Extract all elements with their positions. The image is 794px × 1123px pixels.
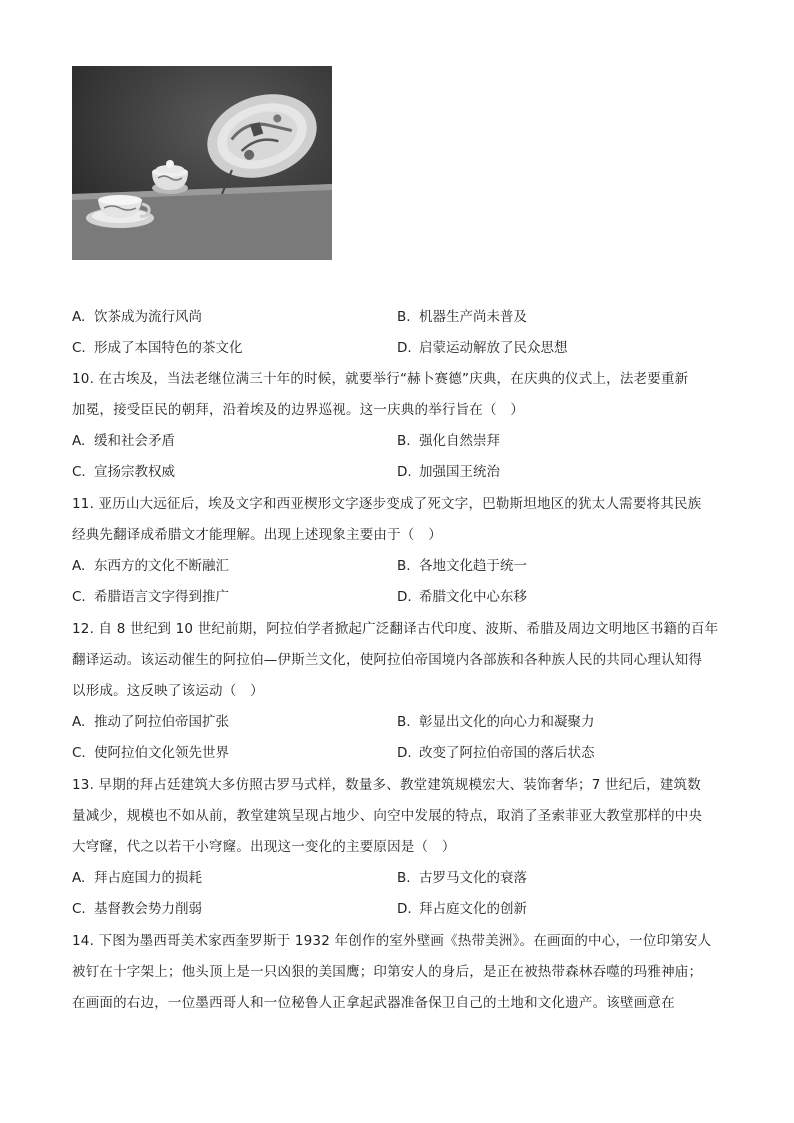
q9-option-c: C. 形成了本国特色的茶文化 xyxy=(72,340,243,356)
q9-option-b: B. 机器生产尚未普及 xyxy=(397,309,527,325)
tea-set-photo xyxy=(72,66,332,260)
tea-set-illustration xyxy=(72,66,332,260)
q12-option-c: C. 使阿拉伯文化领先世界 xyxy=(72,745,229,761)
q13-option-c: C. 基督教会势力削弱 xyxy=(72,901,202,917)
q11-option-c: C. 希腊语言文字得到推广 xyxy=(72,589,229,605)
q14-stem-line-3: 在画面的右边，一位墨西哥人和一位秘鲁人正拿起武器准备保卫自己的土地和文化遗产。该壁画意在 xyxy=(72,995,675,1011)
q10-option-d: D. 加强国王统治 xyxy=(397,464,500,480)
q13-option-d: D. 拜占庭文化的创新 xyxy=(397,901,527,917)
q11-option-b: B. 各地文化趋于统一 xyxy=(397,558,527,574)
q12-option-d: D. 改变了阿拉伯帝国的落后状态 xyxy=(397,745,595,761)
q10-option-b: B. 强化自然崇拜 xyxy=(397,433,500,449)
q13-stem-line-1: 13. 早期的拜占廷建筑大多仿照古罗马式样，数量多、教堂建筑规模宏大、装饰奢华；7 世纪后，建筑数 xyxy=(72,777,701,793)
q10-stem-line-1: 10. 在古埃及，当法老继位满三十年的时候，就要举行“赫卜赛德”庆典，在庆典的仪式上，法老要重新 xyxy=(72,371,689,387)
q11-option-d: D. 希腊文化中心东移 xyxy=(397,589,527,605)
q12-option-b: B. 彰显出文化的向心力和凝聚力 xyxy=(397,714,595,730)
q10-option-a: A. 缓和社会矛盾 xyxy=(72,433,175,449)
q11-option-a: A. 东西方的文化不断融汇 xyxy=(72,558,229,574)
q13-stem-line-2: 量减少，规模也不如从前，教堂建筑呈现占地少、向空中发展的特点，取消了圣索菲亚大教堂那样的中央 xyxy=(72,808,703,824)
q12-option-a: A. 推动了阿拉伯帝国扩张 xyxy=(72,714,229,730)
q14-stem-line-1: 14. 下图为墨西哥美术家西奎罗斯于 1932 年创作的室外壁画《热带美洲》。在画面的中心，一位印第安人 xyxy=(72,933,712,949)
q9-option-d: D. 启蒙运动解放了民众思想 xyxy=(397,340,568,356)
q11-stem-line-2: 经典先翻译成希腊文才能理解。出现上述现象主要由于（ ） xyxy=(72,527,442,543)
q9-option-a: A. 饮茶成为流行风尚 xyxy=(72,309,202,325)
q10-stem-line-2: 加冕，接受臣民的朝拜，沿着埃及的边界巡视。这一庆典的举行旨在（ ） xyxy=(72,402,525,418)
q10-option-c: C. 宣扬宗教权威 xyxy=(72,464,175,480)
q14-stem-line-2: 被钉在十字架上；他头顶上是一只凶狠的美国鹰；印第安人的身后，是正在被热带森林吞噬的玛雅神庙； xyxy=(72,964,703,980)
q11-stem-line-1: 11. 亚历山大远征后，埃及文字和西亚楔形文字逐步变成了死文字，巴勒斯坦地区的犹太人需要将其民族 xyxy=(72,496,702,512)
q12-stem-line-1: 12. 自 8 世纪到 10 世纪前期，阿拉伯学者掀起广泛翻译古代印度、波斯、希腊及周边文明地区书籍的百年 xyxy=(72,621,719,637)
q13-option-a: A. 拜占庭国力的损耗 xyxy=(72,870,202,886)
q13-stem-line-3: 大穹窿，代之以若干小穹窿。出现这一变化的主要原因是（ ） xyxy=(72,839,456,855)
q13-option-b: B. 古罗马文化的衰落 xyxy=(397,870,527,886)
q12-stem-line-2: 翻译运动。该运动催生的阿拉伯—伊斯兰文化，使阿拉伯帝国境内各部族和各种族人民的共同心理认知得 xyxy=(72,652,703,668)
q12-stem-line-3: 以形成。这反映了该运动（ ） xyxy=(72,683,264,699)
